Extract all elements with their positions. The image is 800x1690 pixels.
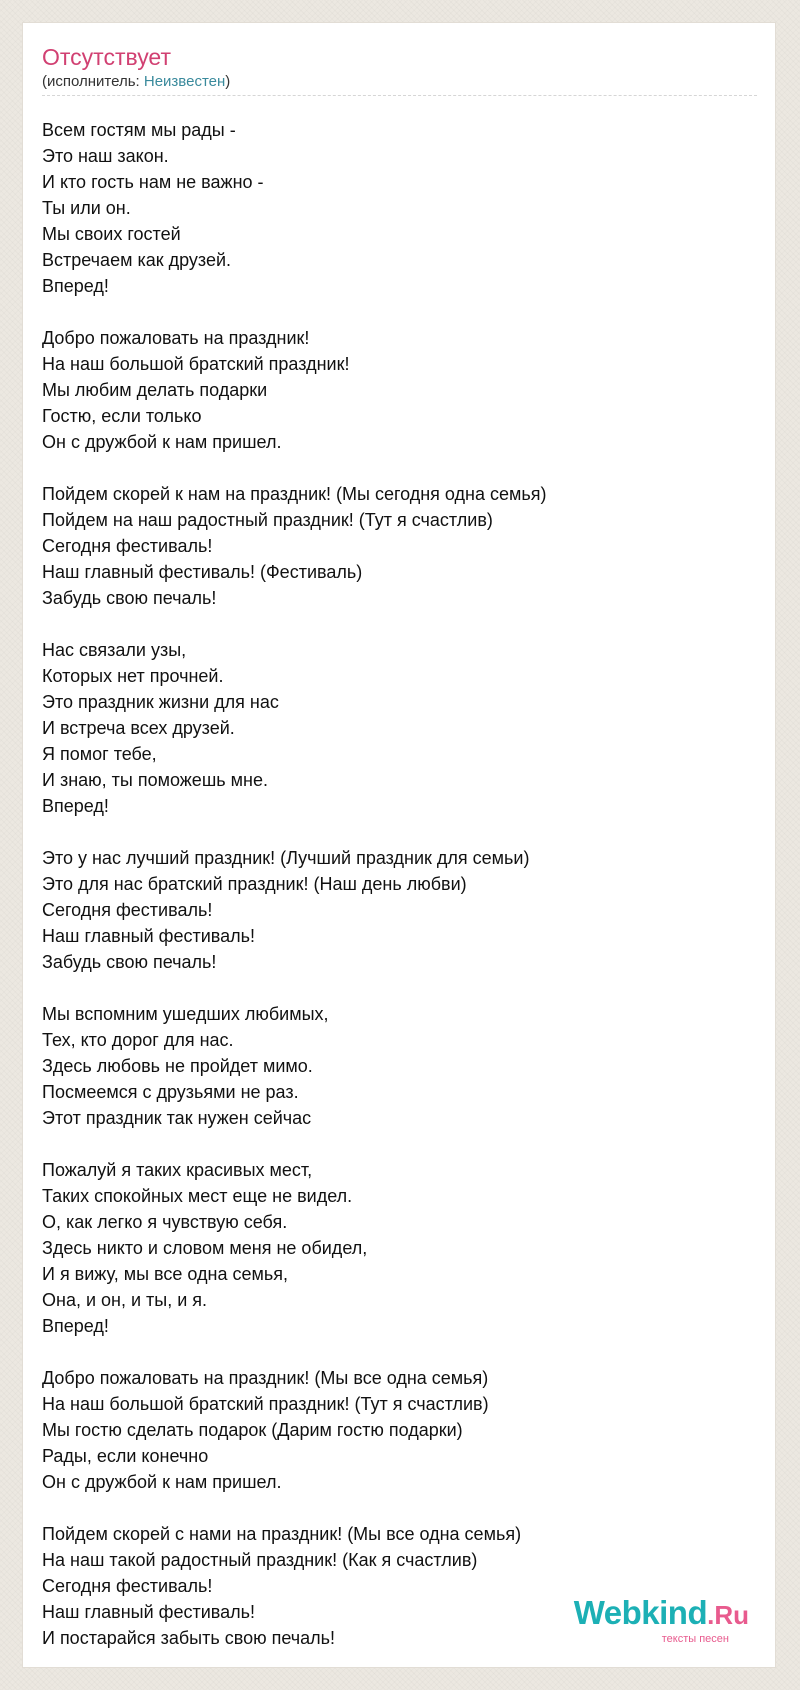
lyric-line: Пойдем скорей с нами на праздник! (Мы все одна семья) bbox=[42, 1524, 522, 1544]
header-divider bbox=[42, 95, 757, 96]
lyric-line: Которых нет прочней. bbox=[42, 666, 224, 686]
lyric-line: И постарайся забыть свою печаль! bbox=[42, 1628, 336, 1648]
lyric-line: Этот праздник так нужен сейчас bbox=[42, 1108, 312, 1128]
lyrics-stanza bbox=[42, 845, 757, 975]
lyric-line: Сегодня фестиваль! bbox=[42, 536, 213, 556]
lyric-line: Забудь свою печаль! bbox=[42, 952, 217, 972]
lyric-line: Это праздник жизни для нас bbox=[42, 692, 279, 712]
lyric-line: И я вижу, мы все одна семья, bbox=[42, 1264, 289, 1284]
lyric-line: Вперед! bbox=[42, 796, 109, 816]
lyric-line: Мы любим делать подарки bbox=[42, 380, 268, 400]
lyric-line: Здесь никто и словом меня не обидел, bbox=[42, 1238, 368, 1258]
lyric-line: Пожалуй я таких красивых мест, bbox=[42, 1160, 313, 1180]
lyric-line: И кто гость нам не важно - bbox=[42, 172, 264, 192]
song-title: Отсутствует bbox=[42, 44, 171, 70]
lyric-line: Добро пожаловать на праздник! (Мы все одна семья) bbox=[42, 1368, 489, 1388]
lyric-line: Мы гостю сделать подарок (Дарим гостю подарки) bbox=[42, 1420, 463, 1440]
lyric-line: Это наш закон. bbox=[42, 146, 169, 166]
lyric-line: Мы своих гостей bbox=[42, 224, 181, 244]
lyric-line: Тех, кто дорог для нас. bbox=[42, 1030, 234, 1050]
lyric-line: И встреча всех друзей. bbox=[42, 718, 235, 738]
lyric-line: Наш главный фестиваль! bbox=[42, 926, 256, 946]
lyric-line: Встречаем как друзей. bbox=[42, 250, 232, 270]
lyrics-body bbox=[42, 117, 757, 1668]
lyric-line: И знаю, ты поможешь мне. bbox=[42, 770, 268, 790]
webkind-tld: .Ru bbox=[707, 1600, 749, 1630]
webkind-logo-text bbox=[549, 1595, 749, 1633]
lyric-line: Ты или он. bbox=[42, 198, 131, 218]
lyric-line: Гостю, если только bbox=[42, 406, 202, 426]
lyric-line: Он с дружбой к нам пришел. bbox=[42, 1472, 282, 1492]
lyric-line: О, как легко я чувствую себя. bbox=[42, 1212, 288, 1232]
lyrics-stanza bbox=[42, 1157, 757, 1339]
webkind-tagline: тексты песен bbox=[661, 1633, 729, 1645]
lyric-line: На наш такой радостный праздник! (Как я счастлив) bbox=[42, 1550, 478, 1570]
lyric-line: Это для нас братский праздник! (Наш день любви) bbox=[42, 874, 467, 894]
webkind-brand: Webkind bbox=[573, 1594, 708, 1631]
lyric-line: На наш большой братский праздник! (Тут я счастлив) bbox=[42, 1394, 489, 1414]
lyrics-stanza bbox=[42, 1001, 757, 1131]
lyric-line: Добро пожаловать на праздник! bbox=[42, 328, 310, 348]
lyrics-stanza bbox=[42, 481, 757, 611]
lyrics-stanza bbox=[42, 637, 757, 819]
lyric-line: Пойдем на наш радостный праздник! (Тут я счастлив) bbox=[42, 510, 493, 530]
lyric-line: Здесь любовь не пройдет мимо. bbox=[42, 1056, 313, 1076]
lyric-line: Нас связали узы, bbox=[42, 640, 187, 660]
lyric-line: Таких спокойных мест еще не видел. bbox=[42, 1186, 353, 1206]
lyric-line: Вперед! bbox=[42, 1316, 109, 1336]
lyric-line: Забудь свою печаль! bbox=[42, 588, 217, 608]
lyric-line: Сегодня фестиваль! bbox=[42, 900, 213, 920]
lyric-line: Он с дружбой к нам пришел. bbox=[42, 432, 282, 452]
lyrics-stanza bbox=[42, 117, 757, 299]
lyric-line: Наш главный фестиваль! bbox=[42, 1602, 256, 1622]
webkind-logo bbox=[549, 1595, 749, 1645]
lyric-line: Я помог тебе, bbox=[42, 744, 157, 764]
lyrics-card bbox=[22, 22, 776, 1668]
lyric-line: Она, и он, и ты, и я. bbox=[42, 1290, 208, 1310]
lyrics-stanza bbox=[42, 325, 757, 455]
lyric-line: Вперед! bbox=[42, 276, 109, 296]
artist-suffix: ) bbox=[225, 73, 231, 90]
lyric-line: Это у нас лучший праздник! (Лучший праздник для семьи) bbox=[42, 848, 530, 868]
lyric-line: Посмеемся с друзьями не раз. bbox=[42, 1082, 299, 1102]
artist-prefix: (исполнитель: bbox=[42, 73, 144, 90]
lyric-line: Мы вспомним ушедших любимых, bbox=[42, 1004, 329, 1024]
artist-link[interactable]: Неизвестен bbox=[143, 73, 226, 90]
lyric-line: На наш большой братский праздник! bbox=[42, 354, 350, 374]
lyric-line: Наш главный фестиваль! (Фестиваль) bbox=[42, 562, 363, 582]
lyrics-stanza bbox=[42, 1365, 757, 1495]
lyric-line: Сегодня фестиваль! bbox=[42, 1576, 213, 1596]
lyric-line: Всем гостям мы рады - bbox=[42, 120, 236, 140]
artist-line bbox=[42, 73, 230, 91]
lyric-line: Пойдем скорей к нам на праздник! (Мы сегодня одна семья) bbox=[42, 484, 547, 504]
lyric-line: Рады, если конечно bbox=[42, 1446, 209, 1466]
